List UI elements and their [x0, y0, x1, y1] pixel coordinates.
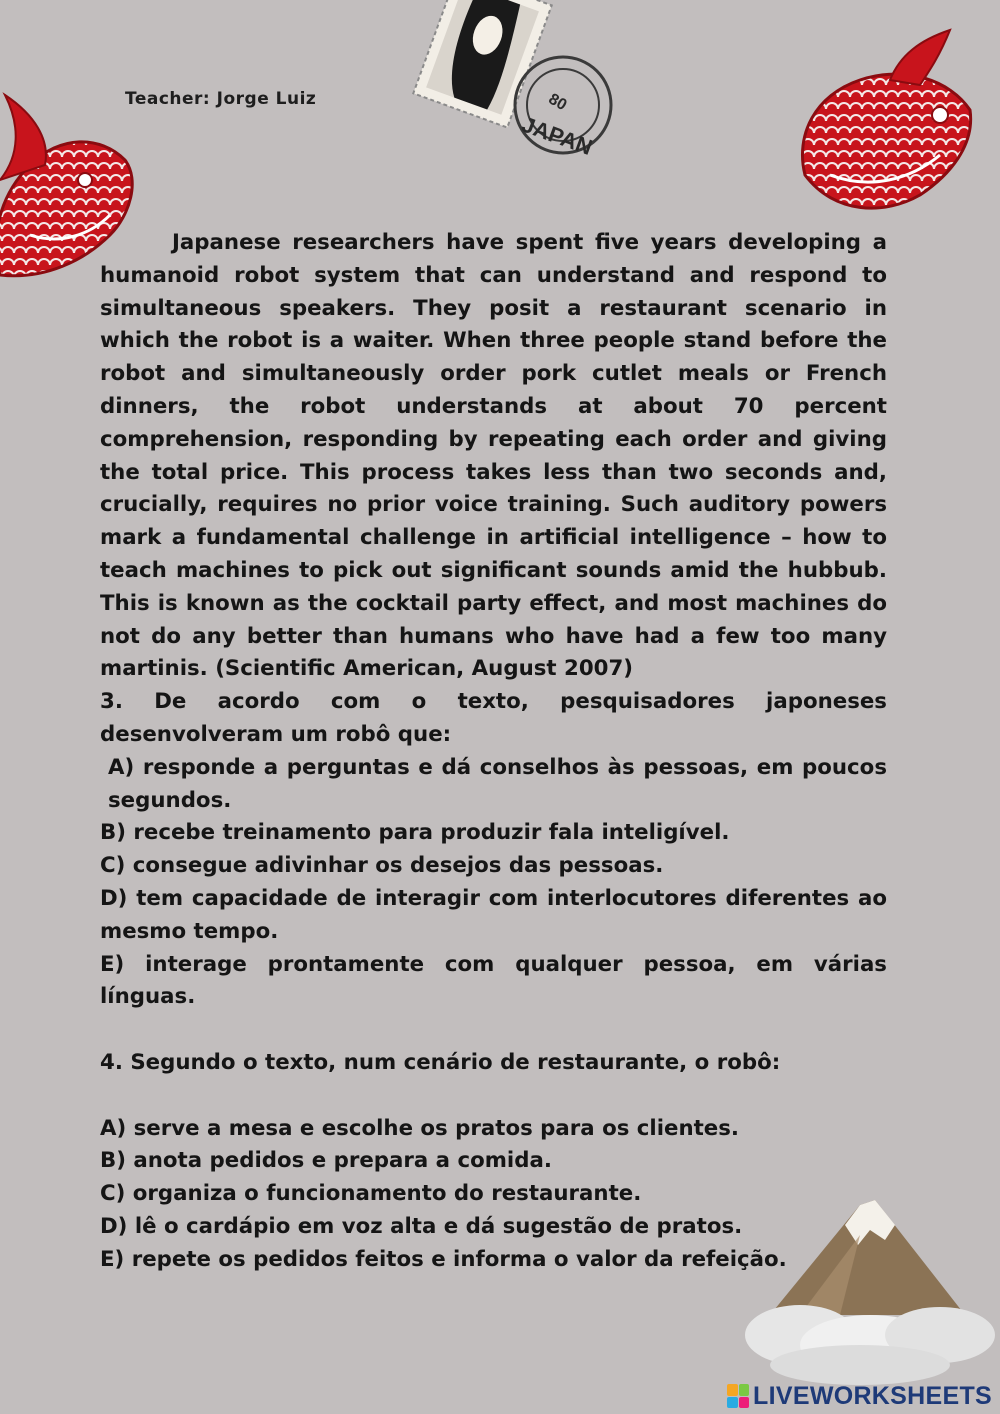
- question-3: [100, 686, 887, 1014]
- answer-option: C) organiza o funcionamento do restaurante.: [100, 1181, 642, 1207]
- liveworksheets-logo: [727, 1382, 992, 1410]
- stamp-value: 80: [545, 90, 570, 115]
- answer-option: A) serve a mesa e escolhe os pratos para os clientes.: [100, 1115, 740, 1141]
- answer-option: D) lê o cardápio em voz alta e dá sugestão de pratos.: [100, 1213, 743, 1239]
- answer-option: B) anota pedidos e prepara a comida.: [100, 1148, 552, 1174]
- answer-option: A) responde a perguntas e dá conselhos às pessoas, em poucos segundos.: [108, 754, 887, 813]
- answer-option: D) tem capacidade de interagir com interlocutores diferentes ao mesmo tempo.: [100, 885, 887, 944]
- answer-option: E) interage prontamente com qualquer pessoa, em várias línguas.: [100, 951, 887, 1010]
- liveworksheets-badge-icon: [727, 1384, 749, 1408]
- brand-name: LIVEWORKSHEETS: [753, 1381, 992, 1410]
- answer-option: E) repete os pedidos feitos e informa o valor da refeição.: [100, 1246, 787, 1272]
- koi-fish-right-icon: [790, 25, 980, 225]
- stamp-country: JAPAN: [518, 111, 596, 160]
- teacher-name: Teacher: Jorge Luiz: [125, 89, 317, 109]
- question-prompt: 3. De acordo com o texto, pesquisadores japoneses desenvolveram um robô que:: [100, 689, 887, 747]
- question-prompt: 4. Segundo o texto, num cenário de restaurante, o robô:: [100, 1049, 781, 1075]
- answer-option: C) consegue adivinhar os desejos das pessoas.: [100, 853, 664, 879]
- question-4: [100, 1047, 887, 1277]
- reading-passage: Japanese researchers have spent five years developing a humanoid robot system that can understand and respond to simultaneous speakers. They posit a restaurant scenario in which the robot is a waiter. When three people stand before the robot and simultaneously order pork cutlet meals or French dinners, the robot understands at about 70 percent comprehension, responding by repeating each order and giving the total price. This process takes less than two seconds and, crucially, requires no prior voice training. Such auditory powers mark a fundamental challenge in artificial intelligence – how to teach machines to pick out significant sounds amid the hubbub. This is known as the cocktail party effect, and most machines do not do any better than humans who have had a few too many martinis. (Scientific American, August 2007): [100, 230, 887, 682]
- japan-stamp-icon: [408, 0, 628, 160]
- answer-option: B) recebe treinamento para produzir fala inteligível.: [100, 820, 730, 846]
- worksheet-content: [100, 227, 887, 1277]
